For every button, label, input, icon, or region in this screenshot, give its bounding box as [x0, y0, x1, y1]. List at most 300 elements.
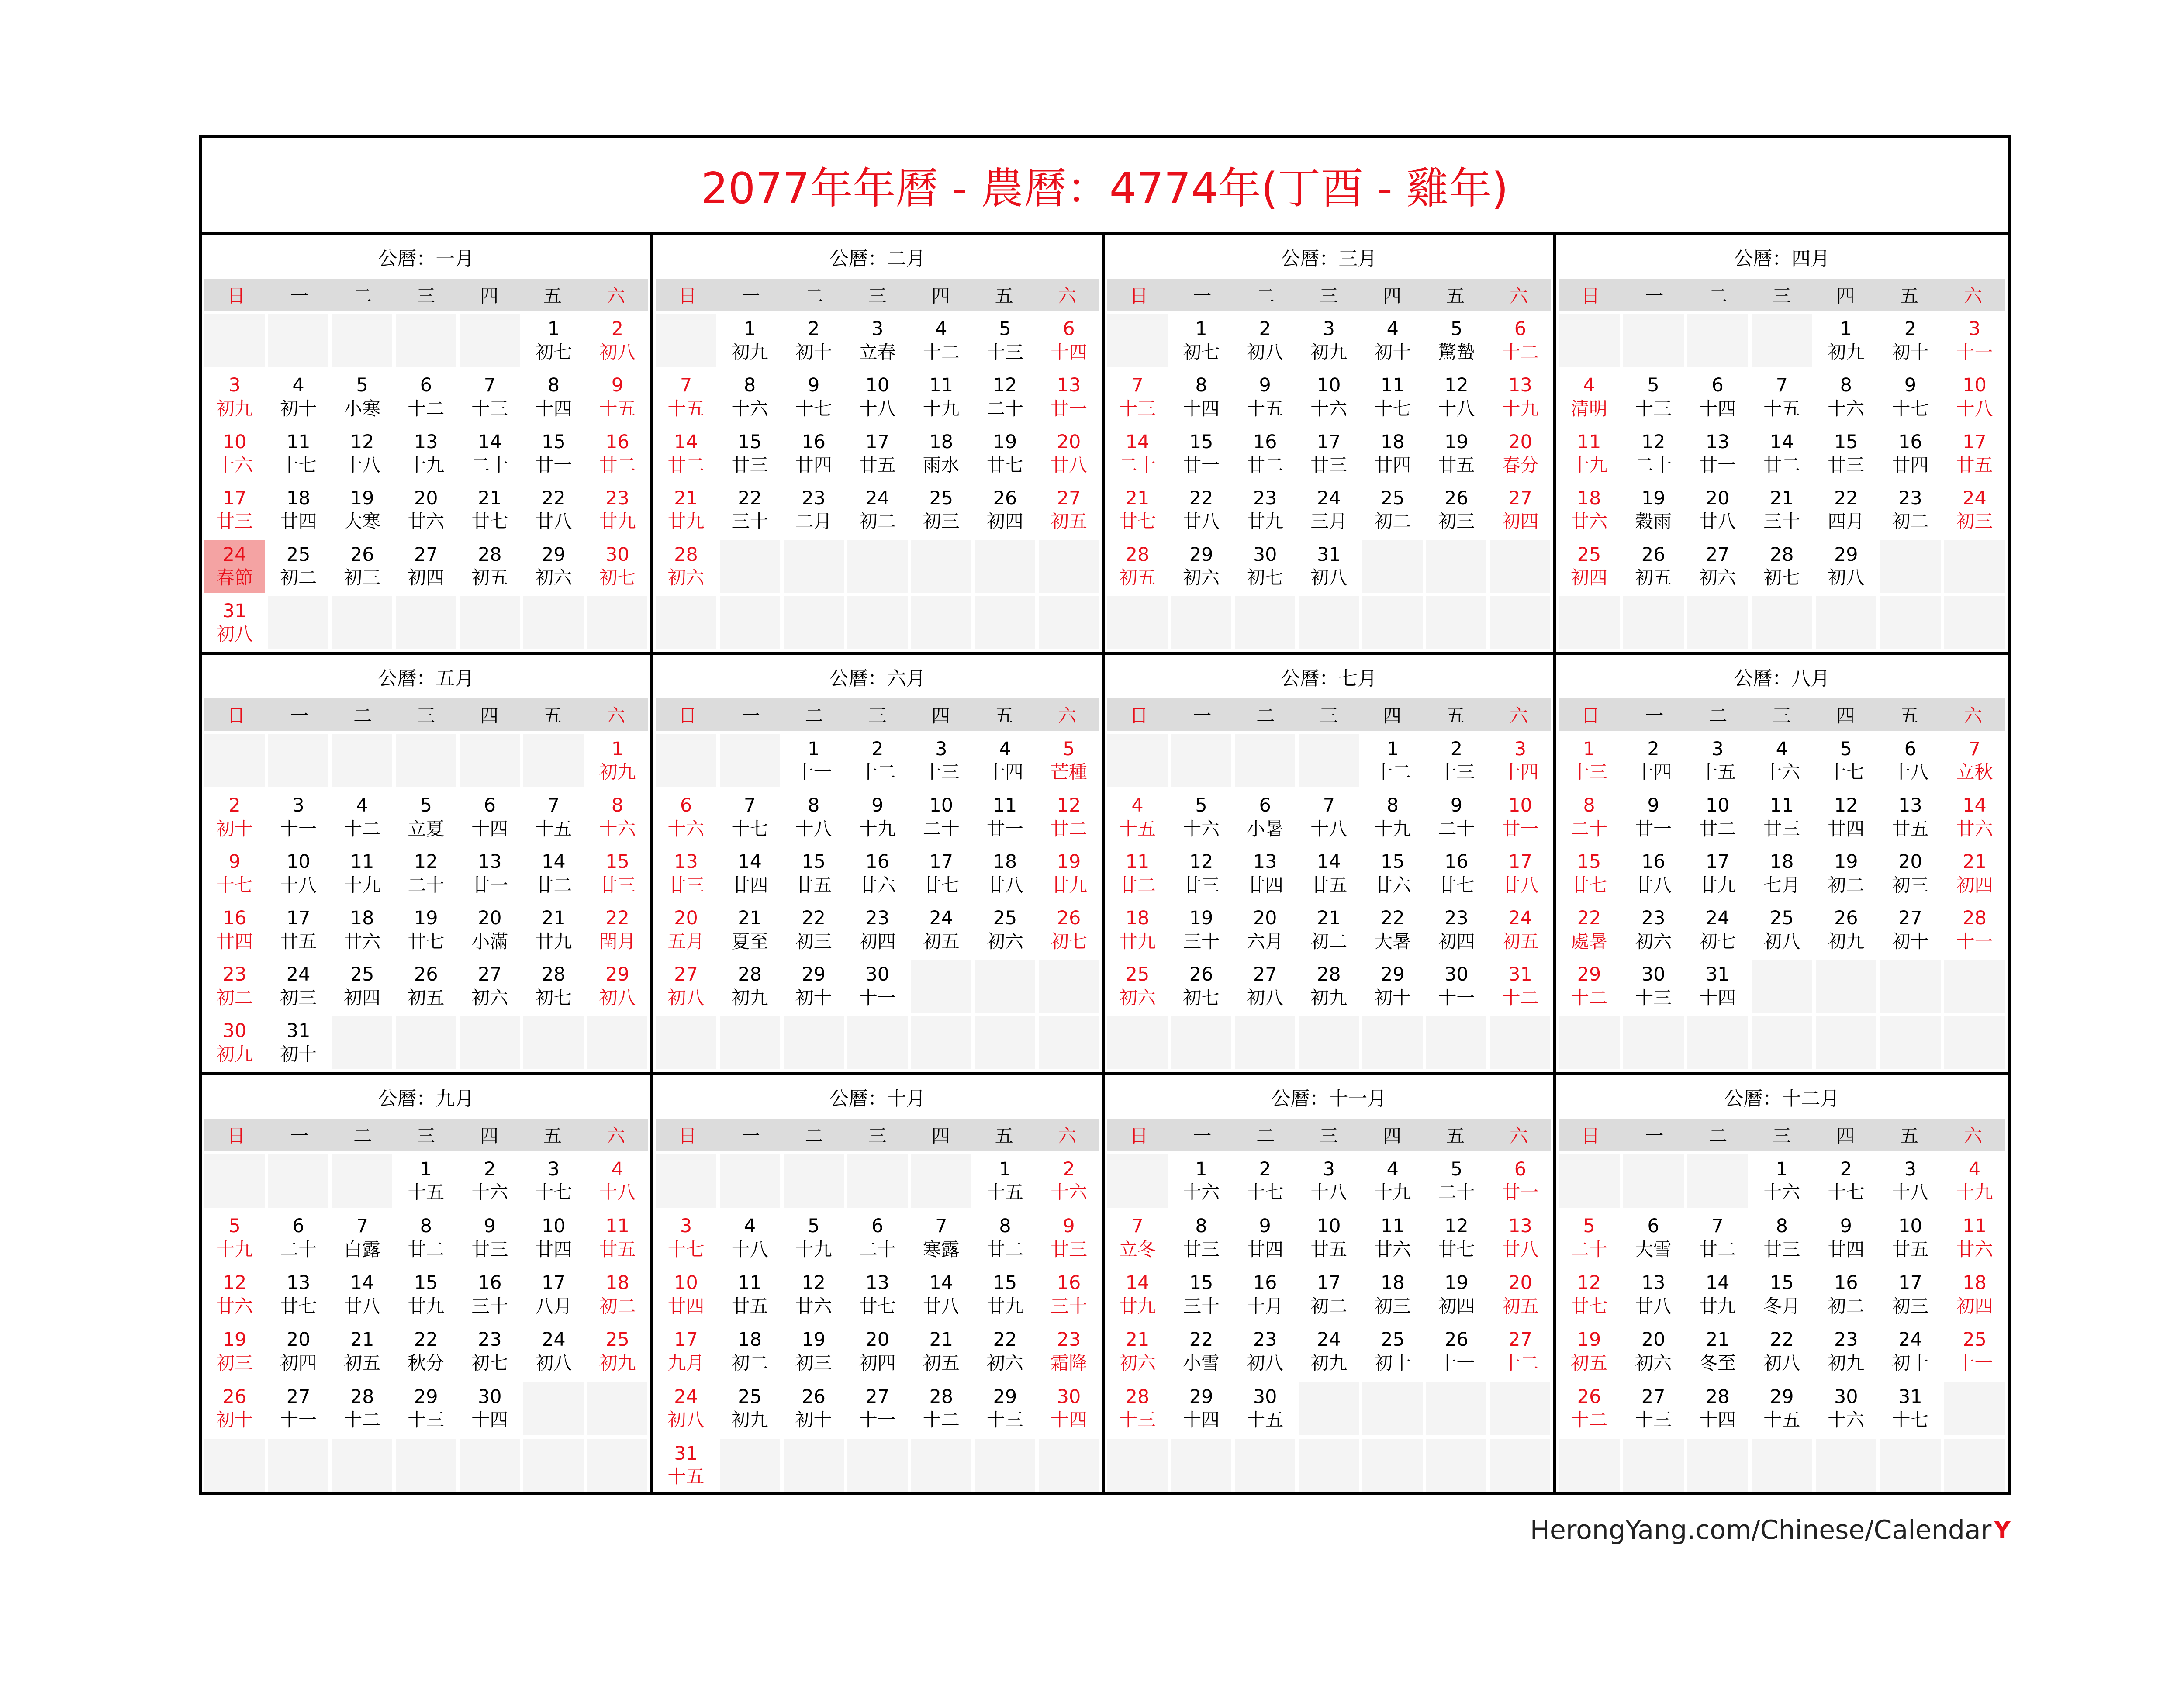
day-cell[interactable] — [587, 734, 647, 787]
day-cell[interactable] — [1687, 1382, 1748, 1435]
day-cell[interactable] — [975, 1382, 1035, 1435]
day-cell[interactable] — [784, 903, 844, 956]
day-cell[interactable] — [1623, 540, 1684, 593]
day-cell[interactable] — [332, 427, 392, 480]
day-cell[interactable] — [587, 960, 647, 1013]
day-cell[interactable] — [1944, 484, 2005, 536]
day-cell[interactable] — [396, 540, 456, 593]
day-cell[interactable] — [268, 903, 328, 956]
day-cell[interactable] — [332, 484, 392, 536]
day-cell[interactable] — [332, 960, 392, 1013]
day-cell[interactable] — [1816, 484, 1876, 536]
day-cell[interactable] — [847, 314, 908, 367]
day-cell[interactable] — [1235, 314, 1295, 367]
day-cell[interactable] — [1752, 903, 1812, 956]
day-cell[interactable] — [587, 540, 647, 593]
day-cell[interactable] — [1299, 540, 1359, 593]
day-cell[interactable] — [523, 540, 584, 593]
day-cell[interactable] — [1816, 371, 1876, 424]
day-cell[interactable] — [1687, 427, 1748, 480]
day-cell[interactable] — [847, 371, 908, 424]
day-cell[interactable] — [911, 371, 971, 424]
day-cell[interactable] — [1816, 1382, 1876, 1435]
day-cell[interactable] — [1362, 314, 1423, 367]
day-cell[interactable] — [1107, 903, 1168, 956]
day-cell[interactable] — [268, 960, 328, 1013]
day-cell[interactable] — [720, 1382, 780, 1435]
day-cell[interactable] — [975, 484, 1035, 536]
day-cell[interactable] — [1687, 847, 1748, 900]
day-cell[interactable] — [847, 847, 908, 900]
day-cell[interactable] — [1490, 734, 1550, 787]
day-cell[interactable] — [1944, 1325, 2005, 1378]
day-cell[interactable] — [1880, 1211, 1941, 1265]
day-cell[interactable] — [1623, 1268, 1684, 1321]
day-cell[interactable] — [911, 903, 971, 956]
day-cell[interactable] — [1490, 791, 1550, 843]
day-cell[interactable] — [1559, 427, 1620, 480]
day-cell[interactable] — [975, 734, 1035, 787]
day-cell[interactable] — [784, 427, 844, 480]
day-cell[interactable] — [784, 371, 844, 424]
day-cell[interactable] — [1235, 1382, 1295, 1435]
day-cell[interactable] — [1171, 484, 1231, 536]
day-cell[interactable] — [1944, 903, 2005, 956]
day-cell[interactable] — [720, 314, 780, 367]
day-cell[interactable] — [332, 903, 392, 956]
day-cell[interactable] — [784, 1268, 844, 1321]
day-cell[interactable] — [1362, 847, 1423, 900]
day-cell[interactable] — [1235, 1268, 1295, 1321]
day-cell[interactable] — [460, 540, 520, 593]
day-cell[interactable] — [1171, 540, 1231, 593]
day-cell[interactable] — [1623, 791, 1684, 843]
day-cell[interactable] — [1039, 903, 1099, 956]
day-cell[interactable] — [1490, 371, 1550, 424]
day-cell[interactable] — [784, 314, 844, 367]
day-cell[interactable] — [911, 1382, 971, 1435]
day-cell[interactable] — [460, 1268, 520, 1321]
day-cell[interactable] — [1623, 1382, 1684, 1435]
day-cell[interactable] — [1752, 1211, 1812, 1265]
day-cell[interactable] — [1299, 1268, 1359, 1321]
day-cell[interactable] — [1171, 314, 1231, 367]
day-cell[interactable] — [1944, 791, 2005, 843]
day-cell[interactable] — [1362, 1325, 1423, 1378]
day-cell[interactable] — [1107, 1211, 1168, 1265]
day-cell[interactable] — [911, 1268, 971, 1321]
day-cell[interactable] — [1362, 484, 1423, 536]
day-cell[interactable] — [1880, 314, 1941, 367]
day-cell[interactable] — [784, 791, 844, 843]
day-cell[interactable] — [396, 1382, 456, 1435]
day-cell[interactable] — [587, 1325, 647, 1378]
day-cell[interactable] — [396, 1154, 456, 1208]
day-cell[interactable] — [204, 1325, 265, 1378]
day-cell[interactable] — [1490, 960, 1550, 1013]
day-cell[interactable] — [784, 1325, 844, 1378]
day-cell[interactable] — [784, 1382, 844, 1435]
day-cell[interactable] — [656, 960, 716, 1013]
day-cell[interactable] — [720, 960, 780, 1013]
day-cell[interactable] — [204, 540, 265, 593]
day-cell[interactable] — [911, 427, 971, 480]
day-cell[interactable] — [1299, 1211, 1359, 1265]
day-cell[interactable] — [1623, 1325, 1684, 1378]
day-cell[interactable] — [1687, 734, 1748, 787]
day-cell[interactable] — [1039, 371, 1099, 424]
day-cell[interactable] — [1490, 1154, 1550, 1208]
day-cell[interactable] — [911, 1211, 971, 1265]
day-cell[interactable] — [1687, 484, 1748, 536]
day-cell[interactable] — [1426, 1211, 1486, 1265]
day-cell[interactable] — [204, 1382, 265, 1435]
day-cell[interactable] — [1687, 1325, 1748, 1378]
day-cell[interactable] — [587, 1268, 647, 1321]
day-cell[interactable] — [1559, 903, 1620, 956]
day-cell[interactable] — [975, 1325, 1035, 1378]
day-cell[interactable] — [1235, 1325, 1295, 1378]
day-cell[interactable] — [720, 903, 780, 956]
day-cell[interactable] — [656, 1382, 716, 1435]
day-cell[interactable] — [204, 960, 265, 1013]
day-cell[interactable] — [1490, 314, 1550, 367]
day-cell[interactable] — [1687, 540, 1748, 593]
day-cell[interactable] — [523, 903, 584, 956]
day-cell[interactable] — [268, 371, 328, 424]
day-cell[interactable] — [656, 1268, 716, 1321]
day-cell[interactable] — [656, 1439, 716, 1492]
day-cell[interactable] — [460, 847, 520, 900]
day-cell[interactable] — [460, 484, 520, 536]
day-cell[interactable] — [720, 1325, 780, 1378]
day-cell[interactable] — [911, 791, 971, 843]
day-cell[interactable] — [784, 734, 844, 787]
day-cell[interactable] — [1880, 427, 1941, 480]
day-cell[interactable] — [1687, 903, 1748, 956]
day-cell[interactable] — [1816, 540, 1876, 593]
day-cell[interactable] — [847, 427, 908, 480]
day-cell[interactable] — [720, 791, 780, 843]
day-cell[interactable] — [1299, 484, 1359, 536]
day-cell[interactable] — [587, 903, 647, 956]
day-cell[interactable] — [1426, 960, 1486, 1013]
day-cell[interactable] — [204, 484, 265, 536]
day-cell[interactable] — [1299, 314, 1359, 367]
day-cell[interactable] — [523, 1154, 584, 1208]
day-cell[interactable] — [1752, 1325, 1812, 1378]
day-cell[interactable] — [396, 791, 456, 843]
day-cell[interactable] — [523, 847, 584, 900]
day-cell[interactable] — [1107, 960, 1168, 1013]
day-cell[interactable] — [1171, 427, 1231, 480]
day-cell[interactable] — [847, 960, 908, 1013]
day-cell[interactable] — [1299, 427, 1359, 480]
day-cell[interactable] — [1426, 314, 1486, 367]
day-cell[interactable] — [587, 847, 647, 900]
day-cell[interactable] — [911, 1325, 971, 1378]
day-cell[interactable] — [1944, 1211, 2005, 1265]
day-cell[interactable] — [1171, 847, 1231, 900]
day-cell[interactable] — [1171, 1268, 1231, 1321]
day-cell[interactable] — [396, 1325, 456, 1378]
day-cell[interactable] — [1752, 734, 1812, 787]
day-cell[interactable] — [1687, 791, 1748, 843]
day-cell[interactable] — [268, 1325, 328, 1378]
day-cell[interactable] — [1816, 427, 1876, 480]
day-cell[interactable] — [332, 1211, 392, 1265]
day-cell[interactable] — [1944, 427, 2005, 480]
day-cell[interactable] — [1039, 847, 1099, 900]
day-cell[interactable] — [1362, 371, 1423, 424]
day-cell[interactable] — [523, 1211, 584, 1265]
day-cell[interactable] — [1362, 427, 1423, 480]
day-cell[interactable] — [911, 484, 971, 536]
day-cell[interactable] — [332, 1325, 392, 1378]
day-cell[interactable] — [1490, 427, 1550, 480]
day-cell[interactable] — [1559, 484, 1620, 536]
day-cell[interactable] — [587, 427, 647, 480]
day-cell[interactable] — [720, 1268, 780, 1321]
day-cell[interactable] — [1687, 1211, 1748, 1265]
day-cell[interactable] — [975, 791, 1035, 843]
day-cell[interactable] — [656, 540, 716, 593]
day-cell[interactable] — [1235, 960, 1295, 1013]
day-cell[interactable] — [720, 371, 780, 424]
day-cell[interactable] — [656, 371, 716, 424]
day-cell[interactable] — [1559, 540, 1620, 593]
day-cell[interactable] — [847, 1325, 908, 1378]
day-cell[interactable] — [1362, 903, 1423, 956]
day-cell[interactable] — [1752, 1154, 1812, 1208]
day-cell[interactable] — [460, 1325, 520, 1378]
day-cell[interactable] — [1752, 1268, 1812, 1321]
day-cell[interactable] — [332, 540, 392, 593]
day-cell[interactable] — [268, 1211, 328, 1265]
day-cell[interactable] — [975, 903, 1035, 956]
day-cell[interactable] — [975, 314, 1035, 367]
day-cell[interactable] — [523, 427, 584, 480]
day-cell[interactable] — [1039, 314, 1099, 367]
day-cell[interactable] — [1171, 1211, 1231, 1265]
day-cell[interactable] — [1426, 371, 1486, 424]
day-cell[interactable] — [1171, 371, 1231, 424]
day-cell[interactable] — [1559, 1325, 1620, 1378]
day-cell[interactable] — [1362, 1211, 1423, 1265]
day-cell[interactable] — [1752, 791, 1812, 843]
day-cell[interactable] — [587, 1154, 647, 1208]
day-cell[interactable] — [1490, 903, 1550, 956]
day-cell[interactable] — [1235, 847, 1295, 900]
day-cell[interactable] — [1426, 791, 1486, 843]
day-cell[interactable] — [1752, 484, 1812, 536]
day-cell[interactable] — [847, 1382, 908, 1435]
day-cell[interactable] — [1559, 847, 1620, 900]
day-cell[interactable] — [1426, 427, 1486, 480]
day-cell[interactable] — [1362, 960, 1423, 1013]
day-cell[interactable] — [268, 1382, 328, 1435]
day-cell[interactable] — [1426, 1325, 1486, 1378]
day-cell[interactable] — [332, 1268, 392, 1321]
day-cell[interactable] — [847, 1211, 908, 1265]
day-cell[interactable] — [1039, 1382, 1099, 1435]
day-cell[interactable] — [1752, 847, 1812, 900]
day-cell[interactable] — [1816, 314, 1876, 367]
day-cell[interactable] — [1426, 1154, 1486, 1208]
day-cell[interactable] — [1623, 484, 1684, 536]
day-cell[interactable] — [460, 960, 520, 1013]
day-cell[interactable] — [1816, 791, 1876, 843]
day-cell[interactable] — [1039, 484, 1099, 536]
day-cell[interactable] — [656, 427, 716, 480]
day-cell[interactable] — [396, 484, 456, 536]
day-cell[interactable] — [656, 484, 716, 536]
day-cell[interactable] — [1171, 1154, 1231, 1208]
day-cell[interactable] — [1362, 1154, 1423, 1208]
day-cell[interactable] — [587, 484, 647, 536]
day-cell[interactable] — [460, 791, 520, 843]
day-cell[interactable] — [847, 734, 908, 787]
day-cell[interactable] — [460, 371, 520, 424]
day-cell[interactable] — [1235, 1211, 1295, 1265]
day-cell[interactable] — [396, 427, 456, 480]
day-cell[interactable] — [1687, 371, 1748, 424]
day-cell[interactable] — [975, 1268, 1035, 1321]
day-cell[interactable] — [204, 1268, 265, 1321]
day-cell[interactable] — [1107, 427, 1168, 480]
day-cell[interactable] — [1171, 1382, 1231, 1435]
day-cell[interactable] — [656, 847, 716, 900]
day-cell[interactable] — [1235, 903, 1295, 956]
day-cell[interactable] — [1039, 791, 1099, 843]
day-cell[interactable] — [1880, 903, 1941, 956]
day-cell[interactable] — [1816, 1268, 1876, 1321]
day-cell[interactable] — [1490, 1268, 1550, 1321]
day-cell[interactable] — [1816, 1154, 1876, 1208]
day-cell[interactable] — [1559, 371, 1620, 424]
day-cell[interactable] — [1623, 847, 1684, 900]
day-cell[interactable] — [204, 847, 265, 900]
day-cell[interactable] — [268, 540, 328, 593]
day-cell[interactable] — [1362, 1268, 1423, 1321]
day-cell[interactable] — [1880, 734, 1941, 787]
day-cell[interactable] — [1816, 1211, 1876, 1265]
day-cell[interactable] — [1816, 847, 1876, 900]
day-cell[interactable] — [587, 371, 647, 424]
day-cell[interactable] — [460, 1154, 520, 1208]
day-cell[interactable] — [396, 1211, 456, 1265]
day-cell[interactable] — [847, 903, 908, 956]
day-cell[interactable] — [1880, 1382, 1941, 1435]
day-cell[interactable] — [656, 791, 716, 843]
day-cell[interactable] — [523, 791, 584, 843]
day-cell[interactable] — [656, 1211, 716, 1265]
day-cell[interactable] — [1039, 1268, 1099, 1321]
day-cell[interactable] — [1107, 371, 1168, 424]
day-cell[interactable] — [268, 484, 328, 536]
day-cell[interactable] — [332, 1382, 392, 1435]
day-cell[interactable] — [720, 427, 780, 480]
day-cell[interactable] — [1623, 903, 1684, 956]
day-cell[interactable] — [1107, 540, 1168, 593]
day-cell[interactable] — [1426, 903, 1486, 956]
day-cell[interactable] — [1880, 1325, 1941, 1378]
day-cell[interactable] — [204, 427, 265, 480]
day-cell[interactable] — [1816, 1325, 1876, 1378]
day-cell[interactable] — [268, 427, 328, 480]
day-cell[interactable] — [204, 791, 265, 843]
day-cell[interactable] — [1623, 371, 1684, 424]
day-cell[interactable] — [1944, 1268, 2005, 1321]
day-cell[interactable] — [587, 791, 647, 843]
day-cell[interactable] — [204, 596, 265, 649]
day-cell[interactable] — [1107, 847, 1168, 900]
day-cell[interactable] — [460, 1211, 520, 1265]
day-cell[interactable] — [268, 847, 328, 900]
day-cell[interactable] — [784, 960, 844, 1013]
day-cell[interactable] — [1559, 1382, 1620, 1435]
day-cell[interactable] — [1299, 960, 1359, 1013]
day-cell[interactable] — [1816, 734, 1876, 787]
day-cell[interactable] — [1039, 427, 1099, 480]
day-cell[interactable] — [1362, 734, 1423, 787]
day-cell[interactable] — [847, 1268, 908, 1321]
day-cell[interactable] — [1235, 371, 1295, 424]
day-cell[interactable] — [523, 1268, 584, 1321]
day-cell[interactable] — [523, 1325, 584, 1378]
day-cell[interactable] — [396, 960, 456, 1013]
day-cell[interactable] — [1299, 847, 1359, 900]
day-cell[interactable] — [1623, 427, 1684, 480]
day-cell[interactable] — [1559, 1211, 1620, 1265]
day-cell[interactable] — [975, 1154, 1035, 1208]
day-cell[interactable] — [1039, 1325, 1099, 1378]
day-cell[interactable] — [1944, 734, 2005, 787]
day-cell[interactable] — [1362, 791, 1423, 843]
day-cell[interactable] — [460, 903, 520, 956]
day-cell[interactable] — [911, 314, 971, 367]
day-cell[interactable] — [911, 734, 971, 787]
day-cell[interactable] — [1880, 1154, 1941, 1208]
day-cell[interactable] — [975, 847, 1035, 900]
day-cell[interactable] — [204, 371, 265, 424]
day-cell[interactable] — [1752, 1382, 1812, 1435]
day-cell[interactable] — [396, 371, 456, 424]
day-cell[interactable] — [1490, 484, 1550, 536]
day-cell[interactable] — [1107, 484, 1168, 536]
day-cell[interactable] — [587, 1211, 647, 1265]
day-cell[interactable] — [1299, 1154, 1359, 1208]
day-cell[interactable] — [1426, 734, 1486, 787]
day-cell[interactable] — [1559, 1268, 1620, 1321]
day-cell[interactable] — [1880, 1268, 1941, 1321]
day-cell[interactable] — [523, 960, 584, 1013]
day-cell[interactable] — [523, 371, 584, 424]
day-cell[interactable] — [1171, 791, 1231, 843]
day-cell[interactable] — [1687, 1268, 1748, 1321]
day-cell[interactable] — [204, 903, 265, 956]
day-cell[interactable] — [784, 1211, 844, 1265]
day-cell[interactable] — [847, 484, 908, 536]
day-cell[interactable] — [396, 903, 456, 956]
day-cell[interactable] — [1426, 1268, 1486, 1321]
day-cell[interactable] — [720, 847, 780, 900]
day-cell[interactable] — [1490, 1325, 1550, 1378]
day-cell[interactable] — [460, 1382, 520, 1435]
day-cell[interactable] — [332, 791, 392, 843]
day-cell[interactable] — [1299, 1325, 1359, 1378]
day-cell[interactable] — [204, 1016, 265, 1069]
